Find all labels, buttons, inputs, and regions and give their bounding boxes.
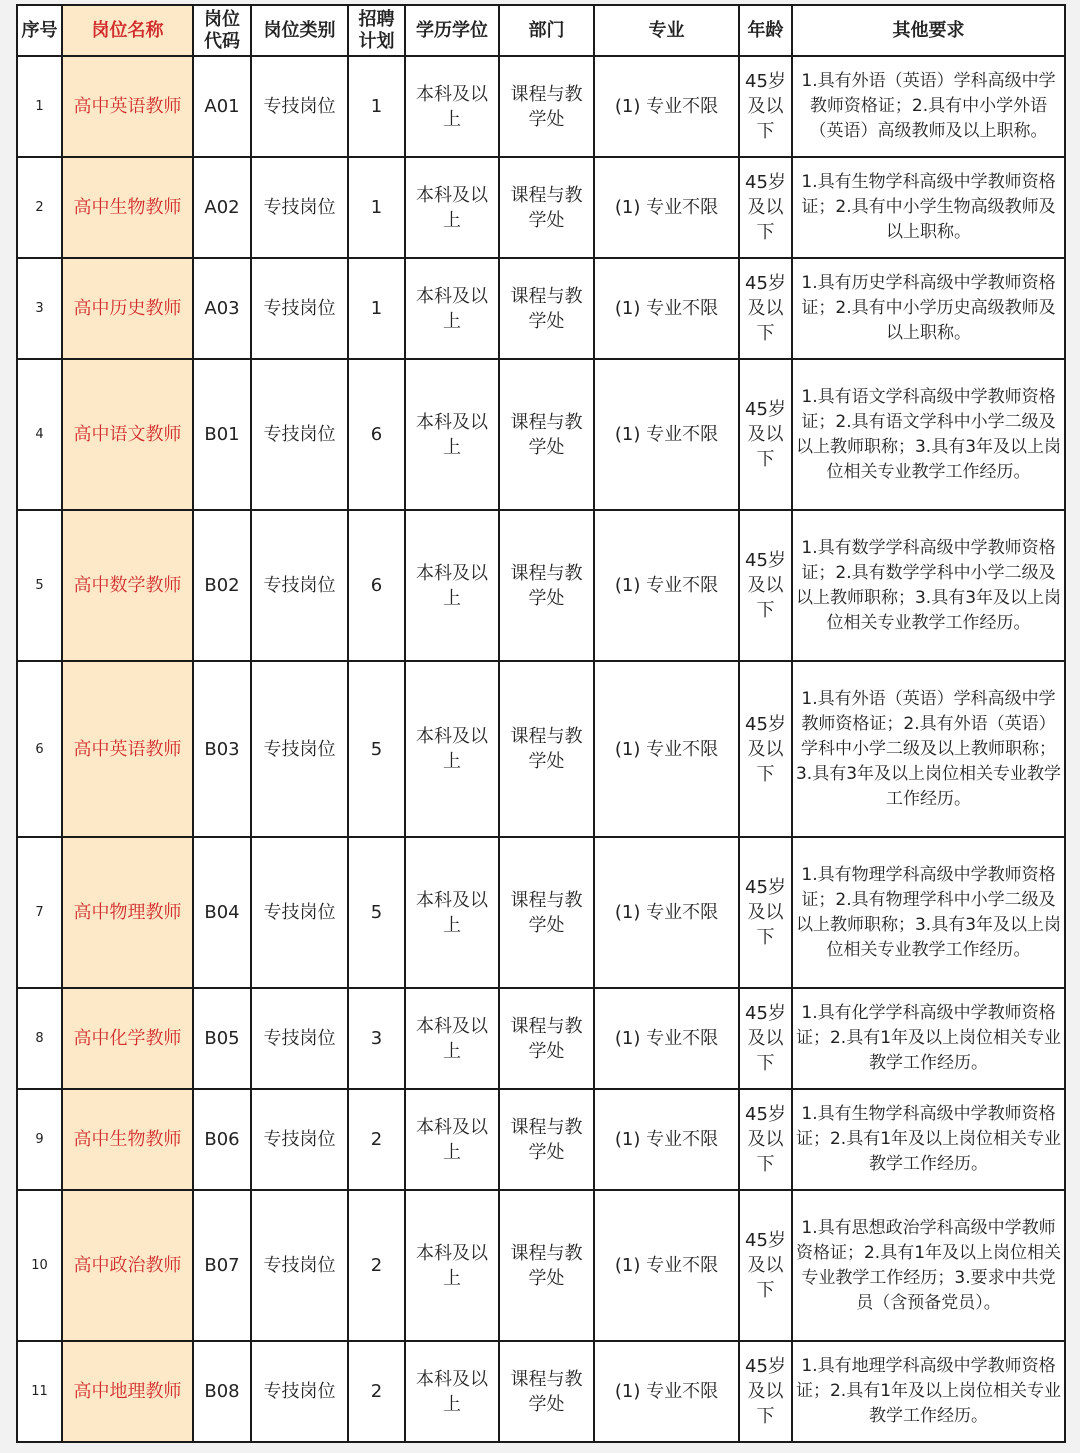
cell-job-code: A03: [193, 258, 251, 359]
cell-category: 专技岗位: [251, 661, 348, 837]
cell-major: (1) 专业不限: [594, 988, 739, 1089]
cell-job-name: 高中语文教师: [62, 359, 193, 510]
header-age: 年龄: [739, 5, 792, 56]
cell-job-name: 高中英语教师: [62, 661, 193, 837]
cell-age: 45岁及以下: [739, 258, 792, 359]
cell-education: 本科及以上: [405, 157, 499, 258]
cell-other-requirements: 1.具有历史学科高级中学教师资格证；2.具有中小学历史高级教师及以上职称。: [792, 258, 1065, 359]
table-row: [17, 510, 1065, 661]
cell-education: 本科及以上: [405, 359, 499, 510]
cell-category: 专技岗位: [251, 1341, 348, 1442]
cell-job-code: B05: [193, 988, 251, 1089]
cell-other-requirements: 1.具有物理学科高级中学教师资格证；2.具有物理学科中小学二级及以上教师职称；3.具有3年及以上岗位相关专业教学工作经历。: [792, 837, 1065, 988]
cell-seq: 11: [17, 1341, 62, 1442]
cell-job-name: 高中生物教师: [62, 157, 193, 258]
cell-job-name: 高中数学教师: [62, 510, 193, 661]
cell-major: (1) 专业不限: [594, 661, 739, 837]
cell-age: 45岁及以下: [739, 1341, 792, 1442]
cell-plan: 1: [348, 157, 405, 258]
cell-category: 专技岗位: [251, 988, 348, 1089]
cell-major: (1) 专业不限: [594, 56, 739, 157]
cell-job-code: B06: [193, 1089, 251, 1190]
cell-department: 课程与教学处: [499, 56, 594, 157]
cell-department: 课程与教学处: [499, 837, 594, 988]
table-row: [17, 56, 1065, 157]
header-department: 部门: [499, 5, 594, 56]
cell-job-code: B08: [193, 1341, 251, 1442]
cell-department: 课程与教学处: [499, 1089, 594, 1190]
cell-major: (1) 专业不限: [594, 837, 739, 988]
cell-category: 专技岗位: [251, 837, 348, 988]
cell-education: 本科及以上: [405, 661, 499, 837]
header-name: 岗位名称: [62, 5, 193, 56]
table-row: [17, 661, 1065, 837]
cell-age: 45岁及以下: [739, 359, 792, 510]
header-other: 其他要求: [792, 5, 1065, 56]
cell-department: 课程与教学处: [499, 258, 594, 359]
cell-department: 课程与教学处: [499, 661, 594, 837]
cell-category: 专技岗位: [251, 510, 348, 661]
cell-seq: 9: [17, 1089, 62, 1190]
cell-plan: 3: [348, 988, 405, 1089]
table-row: [17, 359, 1065, 510]
cell-other-requirements: 1.具有外语（英语）学科高级中学教师资格证；2.具有外语（英语）学科中小学二级及以上教师职称；3.具有3年及以上岗位相关专业教学工作经历。: [792, 661, 1065, 837]
header-education: 学历学位: [405, 5, 499, 56]
cell-department: 课程与教学处: [499, 1341, 594, 1442]
cell-category: 专技岗位: [251, 56, 348, 157]
header-row: [17, 5, 1065, 56]
recruitment-table: [16, 4, 1066, 1443]
cell-department: 课程与教学处: [499, 359, 594, 510]
cell-category: 专技岗位: [251, 258, 348, 359]
cell-job-name: 高中化学教师: [62, 988, 193, 1089]
cell-category: 专技岗位: [251, 1089, 348, 1190]
cell-seq: 10: [17, 1190, 62, 1341]
table-row: [17, 1089, 1065, 1190]
cell-age: 45岁及以下: [739, 510, 792, 661]
cell-job-name: 高中政治教师: [62, 1190, 193, 1341]
cell-education: 本科及以上: [405, 510, 499, 661]
cell-job-name: 高中地理教师: [62, 1341, 193, 1442]
cell-job-code: A02: [193, 157, 251, 258]
table-row: [17, 157, 1065, 258]
table-row: [17, 1341, 1065, 1442]
cell-age: 45岁及以下: [739, 1089, 792, 1190]
cell-category: 专技岗位: [251, 359, 348, 510]
cell-plan: 6: [348, 359, 405, 510]
cell-job-name: 高中生物教师: [62, 1089, 193, 1190]
header-plan: 招聘计划: [348, 5, 405, 56]
cell-major: (1) 专业不限: [594, 1190, 739, 1341]
cell-plan: 1: [348, 56, 405, 157]
cell-major: (1) 专业不限: [594, 1089, 739, 1190]
cell-category: 专技岗位: [251, 1190, 348, 1341]
cell-major: (1) 专业不限: [594, 157, 739, 258]
cell-plan: 5: [348, 661, 405, 837]
cell-major: (1) 专业不限: [594, 359, 739, 510]
recruitment-sheet: [16, 4, 1064, 1443]
cell-department: 课程与教学处: [499, 988, 594, 1089]
cell-department: 课程与教学处: [499, 510, 594, 661]
cell-department: 课程与教学处: [499, 1190, 594, 1341]
header-major: 专业: [594, 5, 739, 56]
cell-job-name: 高中历史教师: [62, 258, 193, 359]
cell-age: 45岁及以下: [739, 988, 792, 1089]
cell-age: 45岁及以下: [739, 157, 792, 258]
table-row: [17, 258, 1065, 359]
cell-age: 45岁及以下: [739, 1190, 792, 1341]
cell-plan: 2: [348, 1089, 405, 1190]
cell-major: (1) 专业不限: [594, 1341, 739, 1442]
cell-seq: 6: [17, 661, 62, 837]
cell-job-code: A01: [193, 56, 251, 157]
cell-job-name: 高中英语教师: [62, 56, 193, 157]
cell-other-requirements: 1.具有生物学科高级中学教师资格证；2.具有1年及以上岗位相关专业教学工作经历。: [792, 1089, 1065, 1190]
header-category: 岗位类别: [251, 5, 348, 56]
cell-major: (1) 专业不限: [594, 510, 739, 661]
cell-seq: 7: [17, 837, 62, 988]
cell-seq: 3: [17, 258, 62, 359]
cell-education: 本科及以上: [405, 837, 499, 988]
cell-seq: 1: [17, 56, 62, 157]
cell-department: 课程与教学处: [499, 157, 594, 258]
cell-job-name: 高中物理教师: [62, 837, 193, 988]
table-row: [17, 988, 1065, 1089]
cell-seq: 2: [17, 157, 62, 258]
cell-seq: 8: [17, 988, 62, 1089]
cell-plan: 2: [348, 1341, 405, 1442]
cell-education: 本科及以上: [405, 56, 499, 157]
cell-job-code: B04: [193, 837, 251, 988]
cell-other-requirements: 1.具有化学学科高级中学教师资格证；2.具有1年及以上岗位相关专业教学工作经历。: [792, 988, 1065, 1089]
cell-education: 本科及以上: [405, 1341, 499, 1442]
cell-plan: 1: [348, 258, 405, 359]
cell-age: 45岁及以下: [739, 837, 792, 988]
cell-education: 本科及以上: [405, 988, 499, 1089]
cell-plan: 5: [348, 837, 405, 988]
cell-other-requirements: 1.具有思想政治学科高级中学教师资格证；2.具有1年及以上岗位相关专业教学工作经历；3.要求中共党员（含预备党员）。: [792, 1190, 1065, 1341]
table-row: [17, 837, 1065, 988]
cell-major: (1) 专业不限: [594, 258, 739, 359]
cell-other-requirements: 1.具有地理学科高级中学教师资格证；2.具有1年及以上岗位相关专业教学工作经历。: [792, 1341, 1065, 1442]
table-row: [17, 1190, 1065, 1341]
cell-category: 专技岗位: [251, 157, 348, 258]
cell-education: 本科及以上: [405, 1089, 499, 1190]
cell-plan: 2: [348, 1190, 405, 1341]
cell-other-requirements: 1.具有数学学科高级中学教师资格证；2.具有数学学科中小学二级及以上教师职称；3.具有3年及以上岗位相关专业教学工作经历。: [792, 510, 1065, 661]
cell-education: 本科及以上: [405, 258, 499, 359]
cell-age: 45岁及以下: [739, 661, 792, 837]
cell-job-code: B03: [193, 661, 251, 837]
cell-age: 45岁及以下: [739, 56, 792, 157]
cell-other-requirements: 1.具有生物学科高级中学教师资格证；2.具有中小学生物高级教师及以上职称。: [792, 157, 1065, 258]
cell-seq: 4: [17, 359, 62, 510]
cell-plan: 6: [348, 510, 405, 661]
cell-job-code: B07: [193, 1190, 251, 1341]
cell-job-code: B02: [193, 510, 251, 661]
cell-job-code: B01: [193, 359, 251, 510]
header-seq: 序号: [17, 5, 62, 56]
header-code: 岗位代码: [193, 5, 251, 56]
cell-other-requirements: 1.具有语文学科高级中学教师资格证；2.具有语文学科中小学二级及以上教师职称；3.具有3年及以上岗位相关专业教学工作经历。: [792, 359, 1065, 510]
cell-other-requirements: 1.具有外语（英语）学科高级中学教师资格证；2.具有中小学外语（英语）高级教师及以上职称。: [792, 56, 1065, 157]
cell-seq: 5: [17, 510, 62, 661]
cell-education: 本科及以上: [405, 1190, 499, 1341]
